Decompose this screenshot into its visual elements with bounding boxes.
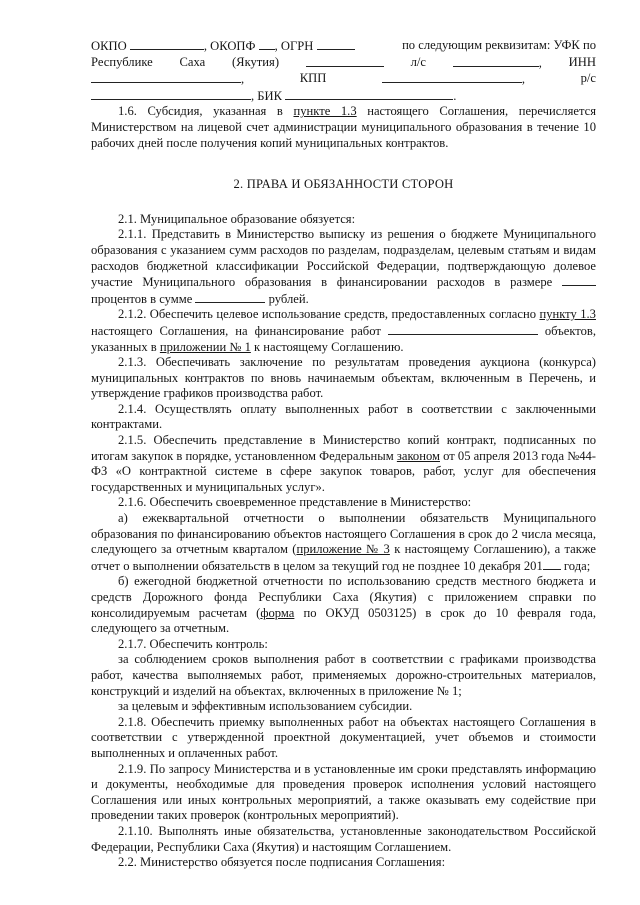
ls-field[interactable] (453, 55, 539, 67)
requisites-line-1: ОКПО , ОКОПФ , ОГРН по следующим реквизитам: УФК по (91, 38, 596, 53)
clause-2-1-3: 2.1.3. Обеспечивать заключение по результатам проведения аукциона (конкурса) муниципальных контрактов по вновь начинаемым объектам, включенным в Перечень, и утверждение графиков производства работ. (91, 355, 596, 401)
clause-2-1-7-a: за соблюдением сроков выполнения работ в соответствии с графиками производства работ, качества выполняемых работ, применяемых дорожно-строительных материалов, конструкций и изделий на объектах, включенных в приложение № 1; (91, 652, 596, 698)
clause-2-1-7: 2.1.7. Обеспечить контроль: (118, 636, 268, 651)
clause-2-1-6-b (91, 574, 596, 636)
link-appendix-3[interactable]: приложение № 3 (296, 542, 390, 557)
year-field[interactable] (543, 558, 561, 570)
clause-2-1-2-c: объектов, указанных в (91, 323, 596, 354)
sum-field[interactable] (195, 291, 265, 303)
clause-2-1-10: 2.1.10. Выполнять иные обязательства, установленные законодательством Российской Федерации, Республики Саха (Якутия) и настоящим Соглашением. (91, 823, 596, 854)
clause-2-1-1-percent-label: процентов в сумме (91, 291, 193, 306)
okpo-label: ОКПО (91, 39, 127, 53)
clause-1-6-suffix: настоящего Соглашения, перечисляется Министерством на лицевой счет администрации муниципального образования в течение 10 рабочих дней после получения копий муниципальных контрактов. (91, 104, 596, 150)
okopf-label: ОКОПФ (210, 39, 256, 53)
ogrn-label: ОГРН (280, 39, 314, 53)
link-point-1-3-b[interactable]: пункту 1.3 (539, 307, 596, 322)
clause-1-6-prefix: 1.6. Субсидия, указанная в (118, 104, 294, 119)
clause-2-1-6-a-text-3: года; (560, 558, 591, 573)
clause-2-2: 2.2. Министерство обязуется после подписания Соглашения: (118, 855, 446, 870)
clause-2-1-1-rub-label: рублей. (268, 291, 309, 306)
percent-field[interactable] (562, 274, 596, 286)
clause-2-1: 2.1. Муниципальное образование обязуется: (118, 211, 356, 226)
ls-label: л/с (410, 54, 426, 69)
clause-2-1-6-b-text: б) ежегодной бюджетной отчетности по использованию средств местного бюджета и средств Дорожного фонда Республики Саха (Якутия) с приложением справки по консолидируемым расчетам ( (91, 574, 596, 620)
link-law[interactable]: законом (396, 448, 440, 463)
clause-2-1-2-a: 2.1.2. Обеспечить целевое использование средств, предоставленных согласно (118, 307, 540, 322)
clause-2-1-6-b-text-2: по ОКУД 0503125) в срок до 10 февраля года, следующего за отчетным. (91, 605, 596, 636)
requisites-line-4: , БИК . (91, 88, 596, 105)
clause-2-1-5 (91, 433, 596, 495)
clause-2-1-4: 2.1.4. Осуществлять оплату выполненных работ в соответствии с заключенными контрактами. (91, 401, 596, 432)
bik-label: БИК (257, 88, 283, 103)
document-page (91, 38, 596, 871)
clause-1-6 (91, 104, 596, 151)
inn-label: ИНН (568, 54, 596, 69)
clause-2-1-2-b: настоящего Соглашения, на финансирование работ (91, 323, 388, 338)
kpp-label: КПП (299, 71, 327, 86)
clause-2-1-6-a-text-2: к настоящему Соглашению), а также отчет о выполнении обязательств в целом за текущий год не позднее 10 декабря 201 (91, 542, 596, 573)
clause-2-1-6-a-text: а) ежеквартальной отчетности о выполнении обязательств Муниципального образования по финансированию объектов настоящего Соглашения в срок до 2 числа месяца, следующего за отчетным кварталом ( (91, 511, 596, 557)
inn-field[interactable] (91, 71, 241, 83)
okpo-field[interactable] (130, 38, 204, 50)
yakutia-word: (Якутия) (231, 54, 280, 69)
clause-2-1-1 (91, 227, 596, 307)
clause-2-1-1-text: 2.1.1. Представить в Министерство выписку из решения о бюджете Муниципального образования с указанием сумм расходов по разделам, подразделам, целевым статьям и видам расходов бюджетной классификации Российской Федерации, подтверждающую долевое участие Муниципального образования в финансировании расходов в размере (91, 227, 596, 290)
section-heading: 2. ПРАВА И ОБЯЗАННОСТИ СТОРОН (233, 177, 454, 192)
ufk-field[interactable] (306, 55, 384, 67)
requisites-tail: по следующим реквизитам: УФК по (402, 38, 596, 52)
rs-label: р/с (580, 71, 596, 86)
link-form[interactable]: форма (260, 605, 295, 620)
rs-field[interactable] (91, 88, 251, 100)
requisites-line-3: , КПП , р/с (91, 71, 596, 88)
clause-2-1-6: 2.1.6. Обеспечить своевременное представление в Министерство: (118, 495, 472, 510)
link-appendix-1[interactable]: приложении № 1 (159, 339, 251, 354)
clause-2-1-8: 2.1.8. Обеспечить приемку выполненных работ на объектах настоящего Соглашения в соответствии с утвержденной проектной документацией, учет объемов и стоимости выполненных и оплаченных работ. (91, 714, 596, 760)
saha-word: Саха (179, 54, 206, 69)
clause-2-1-2-d: к настоящему Соглашению. (250, 339, 404, 354)
requisites-line-2: Республике Саха (Якутия) л/с , ИНН (91, 54, 596, 70)
ogrn-field[interactable] (317, 38, 355, 50)
bik-field[interactable] (285, 88, 453, 100)
republic-word: Республике (91, 54, 153, 69)
okopf-field[interactable] (259, 38, 275, 50)
kpp-field[interactable] (382, 71, 522, 83)
clause-2-1-2 (91, 307, 596, 355)
clause-2-1-9: 2.1.9. По запросу Министерства и в установленные им сроки представлять информацию и документы, необходимые для проведения проверок исполнения условий настоящего Соглашения или иных контрольных мероприятий, а также оказывать ему содействие при проведении таких проверок (контрольных мероприятий). (91, 761, 596, 823)
clause-2-1-5-a: 2.1.5. Обеспечить представление в Министерство копий контракт, подписанных по итогам закупок в порядке, установленном Федеральным (91, 433, 596, 463)
clause-2-1-7-b: за целевым и эффективным использованием субсидии. (118, 699, 413, 714)
link-point-1-3[interactable]: пункте 1.3 (293, 104, 357, 119)
clause-2-1-6-a (91, 511, 596, 574)
clause-2-1-5-b: от 05 апреля 2013 года №44-ФЗ «О контрактной системе в сфере закупок товаров, работ, услуг для обеспечения государственных и муниципальных услуг». (91, 448, 597, 494)
works-field[interactable] (388, 323, 538, 335)
